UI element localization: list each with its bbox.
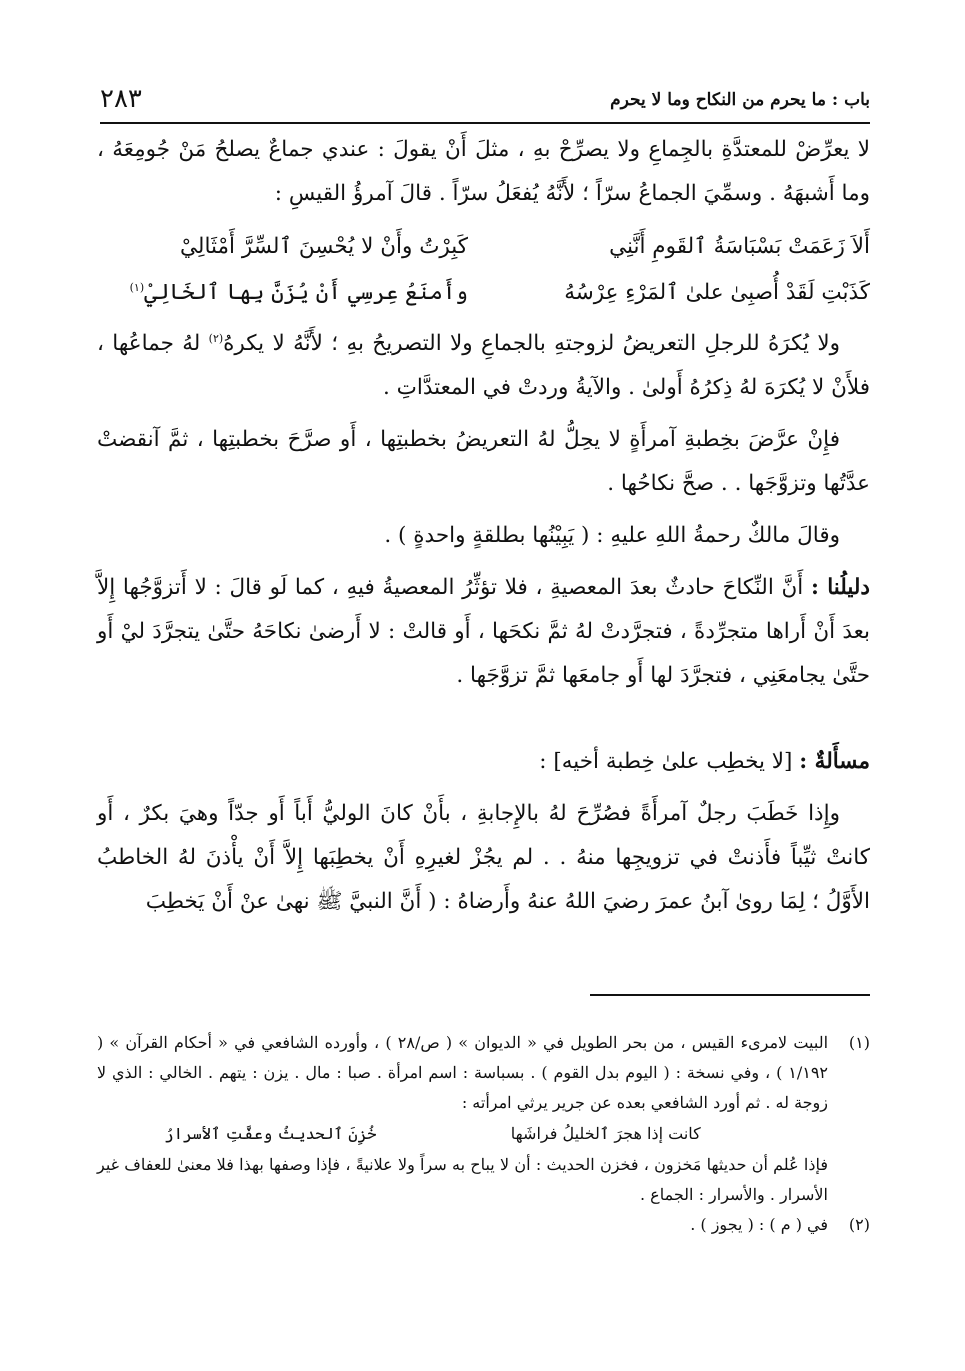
footnote-poem-right: كانت إذا هجرَ ٱلخليلُ فراشَها [510,1124,701,1143]
footnote-number: (٢) [848,1215,870,1234]
footnote-text: البيت لامرىء القيس ، من بحر الطويل في « الديوان » ( ص/٢٨ ) ، وأورده الشافعي في « أحكام القرآن » ( ١/١٩٢ ) ، وفي نسخة : ( اليوم بدل القوم ) . بسباسة : اسم امرأة . صبا : مال . يزن : يتهم . الخالي : الذي لا زوجة له . ثم أورد الشافعي بعده عن جرير يرثي امرأته : [97,1033,829,1112]
poem-hemistich-right: أَلاَ زَعَمَتْ بَسْبَاسَةُ ٱلقَومِ أَنَّنِي [609,234,870,259]
paragraph-2 [97,322,870,410]
running-title: باب : ما يحرم من النكاح وما لا يحرم [610,90,870,110]
poem-verse-2 [97,270,870,316]
paragraph-4: وقالَ مالكٌ رحمةُ اللهِ عليهِ : ( يَبِيْنُها بطلقةٍ واحدةٍ ) . [384,523,840,548]
issue-title: [لا يخطِب علىٰ خِطبة أخيه] : [539,749,800,774]
footnote-marker: (١) [129,280,145,294]
footnote-body [97,1028,828,1210]
footnote-text: في ( م ) : ( يجوز ) . [690,1215,828,1234]
paragraph-2-text-a: ولا يُكرَهُ للرجلِ التعريضُ لزوجتهِ بالجماعِ ولا التصريحُ بهِ ؛ لأَنَّهُ لا يكرهُ [223,331,840,356]
footnote-divider [590,994,870,996]
issue-label: مسأَلةٌ : [799,749,870,774]
paragraph-2-text-b: لهُ جماعُها ، فلأَنْ لا يُكرَهَ لهُ ذِكرُهُ أَولىٰ . والآيةُ وردتْ في المعتدَّاتِ . [97,331,870,400]
poem-hemistich-right: كَذَبْتِ لَقَدْ أُصبِىٰ علىٰ ٱلمَرْءِ عِرْسُهُ [564,280,870,305]
footnote-marker: (٢) [208,331,224,345]
page-number: ٢٨٣ [100,84,142,114]
main-text [97,128,870,932]
footnote-1 [97,1028,870,1210]
issue-heading [97,740,870,784]
poem-verse-1 [97,224,870,270]
evidence-label: دليلُنا : [810,575,870,600]
paragraph-5-text: أَنَّ النِّكاحَ حادثٌ بعدَ المعصيةِ ، فلا تؤثِّرُ المعصيةُ فيهِ ، كما لَو قالَ : لا أَتزوَّجُها إِلاَّ بعدَ أَنْ أَراها متجرِّدةً ، فتجرَّدتْ لهُ ثمَّ نكحَها ، أَو قالتْ : لا أَرضىٰ نكاحَهُ حتَّىٰ يتجرَّدَ ليْ أَو حتَّىٰ يجامعَنِي ، فتجرَّدَ لها أَو جامعَها ثمَّ تزوَّجَها . [97,575,870,688]
paragraph-5 [97,566,870,698]
paragraph-6: وإِذا خَطَبَ رجلٌ آمرأَةً فصُرِّحَ لهُ بالإِجابةِ ، بأَنْ كانَ الوليُّ أَباً أَو جدّاً وهيَ بكرٌ ، أَو كانتْ ثيِّباً فأَذنتْ في تزويجِها منهُ . . لم يجُزْ لغيرِهِ أَنْ يخطِبَها إِلاَّ أَنْ يأْذنَ لهُ الخاطبُ الأَوَّلُ ؛ لِمَا روىٰ آبنُ عمرَ رضيَ اللهُ عنهُ وأَرضاهُ : ( أَنَّ النبيَّ ﷺ نهىٰ عنْ أَنْ يَخطِبَ [97,801,870,914]
footnote-2 [97,1210,870,1240]
footnote-poem-left: خُزِنَ ٱلحديثُ وعفَّتِ ٱلأسرارُ [164,1124,377,1143]
page-header [100,82,870,124]
footnotes [97,1028,870,1240]
footnote-poem [97,1118,828,1150]
paragraph-1: لا يعرِّضْ للمعتدَّةِ بالجِماعِ ولا يصرِّحْ بهِ ، مثلَ أَنْ يقولَ : عندي جماعٌ يصلحُ مَنْ جُومِعَهُ ، وما أَشبهَهُ . وسمِّيَ الجماعُ سرّاً ؛ لأَنَّهُ يُفعَلُ سرّاً . قالَ آمرؤُ القيسِ : [97,137,870,206]
poem-hemistich-left: كَبِرْتُ وأَنْ لا يُحْسِنَ ٱلسِّرَّ أَمْثَالِيْ [180,234,469,259]
poem-text: وأَمنَعُ عِرسِي أَنْ يُزَنَّ بِها ٱلخَالِيْ [144,280,469,305]
footnote-number: (١) [848,1033,870,1052]
footnote-text-continued: فإذا عُلم أن حديثها مَخزون ، فخزن الحديث : أن لا يباح به سراً ولا علانيةً ، فإذا وصفها بهذا فلا معنىٰ للعفاف غير الأسرار . والأسرار : الجماع . [97,1155,828,1204]
poem [97,224,870,316]
paragraph-3: فإِنْ عرَّضَ بخِطبةِ آمرأَةٍ لا يحِلُّ لهُ التعريضُ بخطبتِها ، أَو صرَّحَ بخطبتِها ، ثمَّ آنقضتْ عدَّتُها وتزوَّجَها . . صحَّ نكاحُها . [97,427,870,496]
poem-hemistich-left [97,270,468,316]
